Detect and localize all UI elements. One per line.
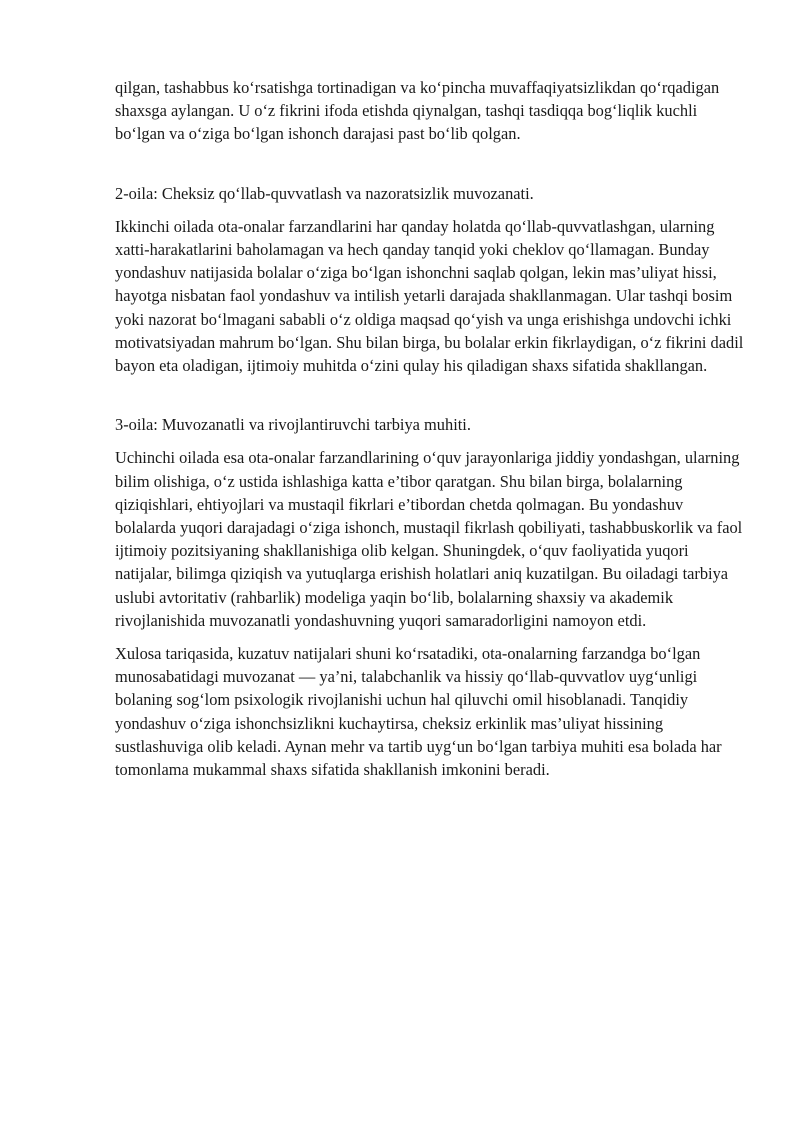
- paragraph-family-2: Ikkinchi oilada ota-onalar farzandlarini har qanday holatda qo‘llab-quvvatlashgan, ularning xatti-harakatlarini baholamagan va hech qanday tanqid yoki cheklov qo‘llamagan. Bunday yondashuv natijasida bolalar o‘ziga bo‘lgan ishonchni saqlab qolgan, lekin mas’uliyat hissi, hayotga nisbatan faol yondashuv va intilish yetarli darajada shakllanmagan. Ular tashqi bosim yoki nazorat bo‘lmagani sababli o‘z oldiga maqsad qo‘yish va unga erishishga undovchi ichki motivatsiyadan mahrum bo‘lgan. Shu bilan birga, bu bolalar erkin fikrlaydigan, o‘z fikrini dadil bayon eta oladigan, ijtimoiy muhitda o‘zini qulay his qiladigan shaxs sifatida shakllangan.: [115, 216, 744, 376]
- paragraph-conclusion: Xulosa tariqasida, kuzatuv natijalari shuni ko‘rsatadiki, ota-onalarning farzandga bo‘lgan munosabatidagi muvozanat — ya’ni, talabchanlik va hissiy qo‘llab-quvvatlov uyg‘unligi bolaning sog‘lom psixologik rivojlanishi uchun hal qiluvchi omil hisoblanadi. Tanqidiy yondashuv o‘ziga ishonchsizlikni kuchaytirsa, cheksiz erkinlik mas’uliyat hissining sustlashuviga olib keladi. Aynan mehr va tartib uyg‘un bo‘lgan tarbiya muhiti esa bolada har tomonlama mukammal shaxs sifatida shakllanish imkonini beradi.: [115, 644, 722, 780]
- paragraph-intro-continuation: qilgan, tashabbus ko‘rsatishga tortinadigan va ko‘pincha muvaffaqiyatsizlikdan qo‘rqadigan shaxsga aylangan. U o‘z fikrini ifoda etishda qiynalgan, tashqi tasdiqqa bog‘liqlik kuchli bo‘lgan va o‘ziga bo‘lgan ishonch darajasi past bo‘lib qolgan.: [115, 78, 720, 144]
- paragraph-family-3: Uchinchi oilada esa ota-onalar farzandlarining o‘quv jarayonlariga jiddiy yondashgan, ularning bilim olishiga, o‘z ustida ishlashiga katta e’tibor qaratgan. Shu bilan birga, bolalarning qiziqishlari, ehtiyojlari va mustaqil fikrlari e’tibordan chetda qolmagan. Bu yondashuv bolalarda yuqori darajadagi o‘ziga ishonch, mustaqil fikrlash qobiliyati, tashabbuskorlik va faol ijtimoiy pozitsiyaning shakllanishiga olib kelgan. Shuningdek, o‘quv faoliyatida yuqori natijalar, bilimga qiziqish va yutuqlarga erishish holatlari aniq kuzatilgan. Bu oiladagi tarbiya uslubi avtoritativ (rahbarlik) modeliga yaqin bo‘lib, bolalarning shaxsiy va akademik rivojlanishida muvozanatli yondashuvning yuqori samaradorligini namoyon etdi.: [115, 448, 743, 630]
- heading-family-3: 3-oila: Muvozanatli va rivojlantiruvchi tarbiya muhiti.: [115, 415, 471, 435]
- heading-family-2: 2-oila: Cheksiz qo‘llab-quvvatlash va nazoratsizlik muvozanati.: [115, 183, 534, 203]
- document-page: [115, 76, 745, 781]
